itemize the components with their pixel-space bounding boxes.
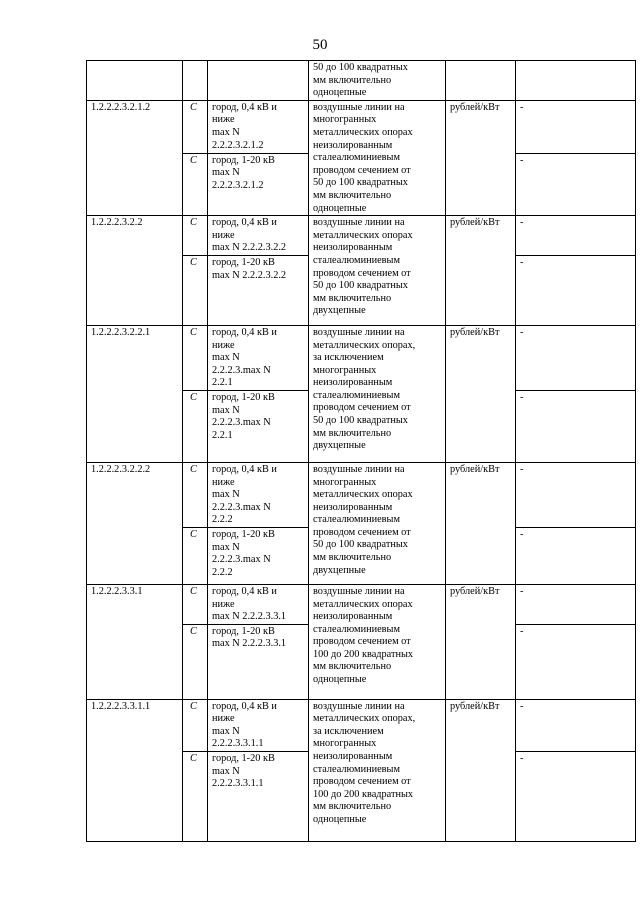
code-cell [87,61,183,101]
description-cell: 50 до 100 квадратных мм включительно одноцепные [309,61,446,101]
class-cell: C [183,752,208,842]
condition-cell: город, 0,4 кВ и ниже max N 2.2.2.3.max N 2.2.1 [208,325,309,390]
unit-cell: рублей/кВт [446,462,516,584]
description-cell: воздушные линии на металлических опорах неизолированным сталеалюминиевым проводом сечением от 50 до 100 квадратных мм включительно двухцепные [309,216,446,326]
class-cell: C [183,100,208,153]
class-cell: C [183,255,208,325]
condition-cell: город, 0,4 кВ и ниже max N 2.2.2.3.2.1.2 [208,100,309,153]
code-cell: 1.2.2.2.3.2.2.1 [87,325,183,462]
class-cell [183,61,208,101]
class-cell: C [183,390,208,462]
unit-cell [446,61,516,101]
unit-cell: рублей/кВт [446,100,516,215]
value-cell [516,61,636,101]
value-cell: - [516,624,636,699]
value-cell: - [516,462,636,527]
unit-cell: рублей/кВт [446,216,516,326]
condition-cell: город, 0,4 кВ и ниже max N 2.2.2.3.3.1.1 [208,699,309,751]
code-cell: 1.2.2.2.3.3.1 [87,584,183,699]
value-cell: - [516,752,636,842]
description-cell: воздушные линии на многогранных металлических опорах неизолированным сталеалюминиевым проводом сечением от 50 до 100 квадратных мм включительно одноцепные [309,100,446,215]
class-cell: C [183,584,208,624]
table-row [87,216,636,256]
table-row [87,462,636,527]
condition-cell: город, 1-20 кВ max N 2.2.2.3.2.1.2 [208,153,309,216]
condition-cell: город, 1-20 кВ max N 2.2.2.3.max N 2.2.1 [208,390,309,462]
table-row-continued [87,61,636,101]
condition-cell [208,61,309,101]
unit-cell: рублей/кВт [446,325,516,462]
condition-cell: город, 0,4 кВ и ниже max N 2.2.2.3.3.1 [208,584,309,624]
condition-cell: город, 1-20 кВ max N 2.2.2.3.2.2 [208,255,309,325]
value-cell: - [516,584,636,624]
condition-cell: город, 1-20 кВ max N 2.2.2.3.3.1.1 [208,752,309,842]
value-cell: - [516,699,636,751]
value-cell: - [516,255,636,325]
value-cell: - [516,325,636,390]
class-cell: C [183,216,208,256]
code-cell: 1.2.2.2.3.2.2 [87,216,183,326]
class-cell: C [183,624,208,699]
table-row [87,699,636,751]
unit-cell: рублей/кВт [446,699,516,841]
value-cell: - [516,153,636,216]
class-cell: C [183,527,208,584]
table-row [87,100,636,153]
class-cell: C [183,325,208,390]
value-cell: - [516,527,636,584]
description-cell: воздушные линии на многогранных металлических опорах неизолированным сталеалюминиевым проводом сечением от 50 до 100 квадратных мм включительно двухцепные [309,462,446,584]
description-cell: воздушные линии на металлических опорах неизолированным сталеалюминиевым проводом сечением от 100 до 200 квадратных мм включительно одноцепные [309,584,446,699]
class-cell: C [183,153,208,216]
unit-cell: рублей/кВт [446,584,516,699]
table-row [87,325,636,390]
value-cell: - [516,216,636,256]
description-cell: воздушные линии на металлических опорах, за исключением многогранных неизолированным сталеалюминиевым проводом сечением от 50 до 100 квадратных мм включительно двухцепные [309,325,446,462]
code-cell: 1.2.2.2.3.2.1.2 [87,100,183,215]
description-cell: воздушные линии на металлических опорах, за исключением многогранных неизолированным сталеалюминиевым проводом сечением от 100 до 200 квадратных мм включительно одноцепные [309,699,446,841]
page-number: 50 [312,37,328,53]
condition-cell: город, 1-20 кВ max N 2.2.2.3.max N 2.2.2 [208,527,309,584]
condition-cell: город, 0,4 кВ и ниже max N 2.2.2.3.2.2 [208,216,309,256]
class-cell: C [183,699,208,751]
value-cell: - [516,100,636,153]
class-cell: C [183,462,208,527]
code-cell: 1.2.2.2.3.3.1.1 [87,699,183,841]
table-row [87,584,636,624]
tariff-table [86,60,636,842]
condition-cell: город, 1-20 кВ max N 2.2.2.3.3.1 [208,624,309,699]
condition-cell: город, 0,4 кВ и ниже max N 2.2.2.3.max N 2.2.2 [208,462,309,527]
code-cell: 1.2.2.2.3.2.2.2 [87,462,183,584]
value-cell: - [516,390,636,462]
